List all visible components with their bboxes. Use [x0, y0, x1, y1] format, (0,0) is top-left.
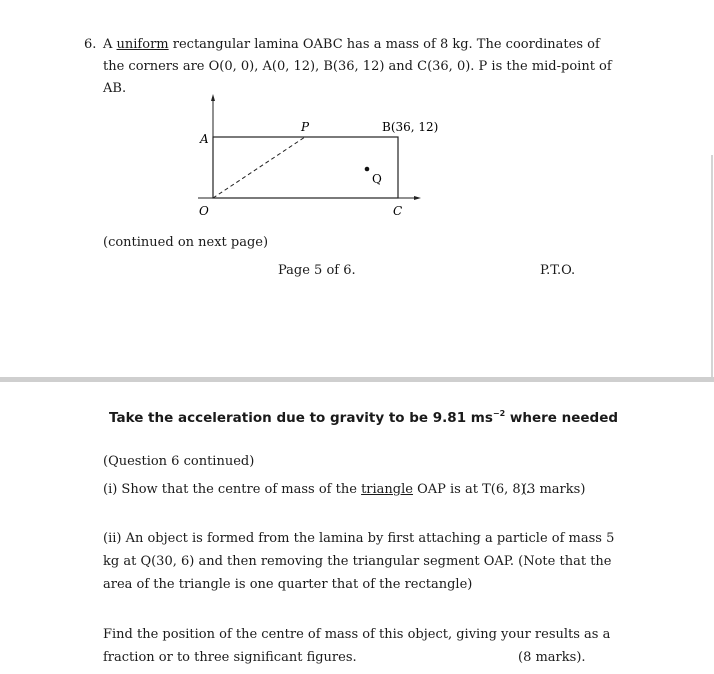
dashed-line-op: [213, 137, 305, 198]
x-axis-arrowhead: [414, 196, 421, 200]
gravity-note-text: Take the acceleration due to gravity to be 9.81 ms: [109, 410, 493, 426]
part-ii-line-3: area of the triangle is one quarter that of the rectangle): [103, 577, 473, 592]
label-b: B(36, 12): [382, 120, 439, 134]
question-line-2: the corners are O(0, 0), A(0, 12), B(36, 12) and C(36, 0). P is the mid-point of: [103, 59, 612, 74]
final-task-marks: (8 marks).: [518, 650, 586, 665]
point-q: [365, 167, 370, 172]
question-line-1-start: A: [103, 37, 117, 52]
part-i-marks: (3 marks): [522, 482, 586, 497]
page-right-edge: [711, 155, 713, 379]
y-axis-arrowhead: [211, 94, 215, 101]
label-a: A: [200, 132, 209, 146]
question-line-3: AB.: [103, 81, 127, 96]
question-number: 6.: [84, 37, 97, 52]
label-o: O: [199, 204, 209, 218]
label-p: P: [301, 120, 310, 134]
lamina-diagram: [180, 88, 450, 228]
page-separator: [0, 377, 714, 382]
part-i: [103, 482, 530, 497]
question-line-1-end: rectangular lamina OABC has a mass of 8 kg. The coordinates of: [168, 37, 600, 52]
question-line-1: [103, 37, 600, 52]
triangle-underlined-word: triangle: [361, 482, 413, 497]
part-ii-line-1: (ii) An object is formed from the lamina by first attaching a particle of mass 5: [103, 531, 615, 546]
final-task-line-1: Find the position of the centre of mass of this object, giving your results as a: [103, 627, 611, 642]
pto-label: P.T.O.: [540, 263, 576, 278]
label-q: Q: [372, 172, 382, 186]
page-number: Page 5 of 6.: [278, 263, 356, 278]
gravity-note-end: where needed: [505, 410, 619, 426]
gravity-exponent: −2: [492, 409, 506, 418]
part-i-text-start: (i) Show that the centre of mass of the: [103, 482, 362, 497]
gravity-note: [109, 409, 618, 426]
continued-note: (continued on next page): [103, 235, 269, 250]
final-task-line-2: fraction or to three significant figures.: [103, 650, 357, 665]
part-i-text-end: OAP is at T(6, 8).: [412, 482, 530, 497]
uniform-underlined-word: uniform: [116, 37, 169, 52]
rectangle-oabc: [213, 137, 398, 198]
continued-header: (Question 6 continued): [103, 454, 255, 469]
label-c: C: [393, 204, 403, 218]
part-ii-line-2: kg at Q(30, 6) and then removing the triangular segment OAP. (Note that the: [103, 554, 612, 569]
